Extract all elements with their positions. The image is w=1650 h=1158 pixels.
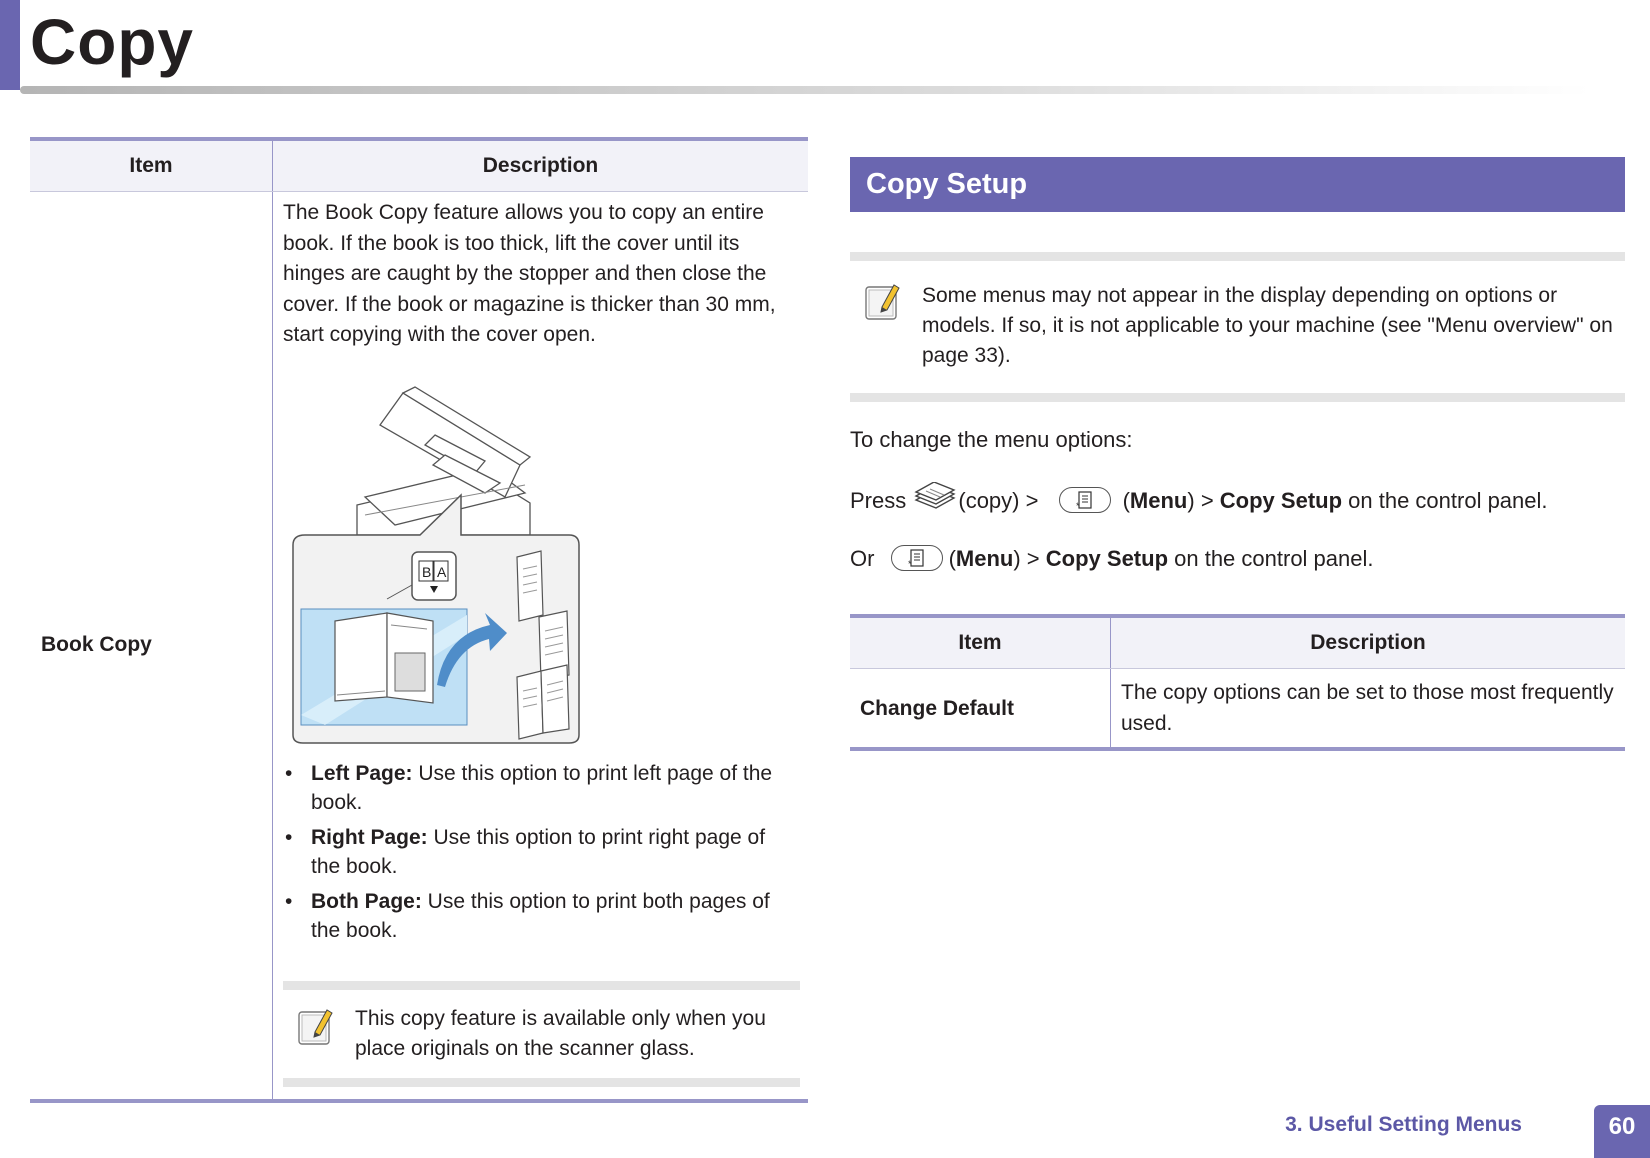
- illustration-label-a: A: [437, 563, 447, 580]
- option-text: Use this option to print left page of the book.: [311, 761, 773, 814]
- copy-setup-label: Copy Setup: [1219, 487, 1343, 513]
- note-text: Some menus may not appear in the display depending on options or models. If so, it is not applicable to your machine (see "Menu overview" on page 33).: [922, 284, 1613, 367]
- item-label: Book Copy: [41, 633, 152, 657]
- note-pencil-icon: [297, 1006, 335, 1046]
- copy-text: (copy) >: [958, 487, 1039, 513]
- list-item: • Left Page: Use this option to print left page of the book.: [285, 761, 773, 814]
- option-text: Use this option to print both pages of the book.: [311, 889, 770, 942]
- book-copy-table: [30, 137, 808, 1103]
- page-title: Copy: [30, 6, 194, 78]
- book-copy-description: The Book Copy feature allows you to copy an entire book. If the book is too thick, lift the cover until its hinges are caught by the stopper and then close the cover. If the book or magazine is thicker than 30 mm, start copying with the cover open.: [283, 201, 776, 346]
- or-text: Or: [850, 546, 875, 571]
- instruction-line-1: Press (copy) > * (Menu) > Copy Setup on the control panel.: [850, 485, 1548, 519]
- menu-label: Menu: [1129, 487, 1188, 513]
- option-text: Use this option to print right page of the book.: [311, 825, 766, 878]
- item-cell: [30, 192, 273, 1101]
- header-description: Description: [273, 139, 809, 192]
- list-item: • Both Page: Use this option to print both pages of the book.: [285, 889, 770, 942]
- book-copy-note: [283, 981, 800, 1087]
- title-rule: [20, 86, 1590, 94]
- svg-text:*: *: [1075, 501, 1080, 510]
- line-end: on the control panel.: [1168, 546, 1374, 571]
- item-label: Change Default: [860, 696, 1015, 720]
- page-number: 60: [1594, 1105, 1650, 1158]
- menu-button-icon: [891, 545, 943, 571]
- header-description: Description: [1111, 616, 1626, 669]
- option-label: Left Page:: [311, 761, 413, 785]
- option-label: Both Page:: [311, 889, 422, 913]
- intro-text: To change the menu options:: [850, 427, 1133, 452]
- press-text: Press: [850, 487, 907, 513]
- section-title-copy-setup: Copy Setup: [850, 157, 1625, 212]
- list-item: • Right Page: Use this option to print right page of the book.: [285, 825, 766, 878]
- title-accent-bar: [0, 0, 20, 90]
- note-text: This copy feature is available only when you place originals on the scanner glass.: [355, 1006, 766, 1060]
- table-row: [850, 669, 1625, 750]
- copy-setup-table: [850, 614, 1625, 751]
- page-option-list: [283, 759, 800, 945]
- table-row: [30, 192, 808, 1101]
- footer-chapter: 3. Useful Setting Menus: [1285, 1113, 1522, 1136]
- svg-text:*: *: [907, 559, 912, 569]
- separator: ) >: [1013, 546, 1040, 571]
- book-copy-illustration: [285, 385, 587, 745]
- instruction-line-2: Or * (Menu) > Copy Setup on the control panel.: [850, 546, 1374, 571]
- header-item: Item: [30, 139, 273, 192]
- separator: ) >: [1187, 487, 1214, 513]
- description-cell: The copy options can be set to those most frequently used.: [1121, 681, 1614, 735]
- description-cell: [273, 192, 809, 1101]
- note-pencil-icon: [864, 281, 902, 321]
- line-end: on the control panel.: [1342, 487, 1548, 513]
- header-item: Item: [850, 616, 1111, 669]
- menu-label: Menu: [955, 546, 1014, 571]
- copy-setup-label: Copy Setup: [1045, 546, 1169, 571]
- option-label: Right Page:: [311, 825, 428, 849]
- copy-setup-note: [850, 252, 1625, 402]
- copy-icon: [912, 482, 958, 516]
- item-cell: [850, 669, 1111, 750]
- menu-button-icon: [1059, 487, 1111, 513]
- illustration-label-b: B: [422, 563, 432, 580]
